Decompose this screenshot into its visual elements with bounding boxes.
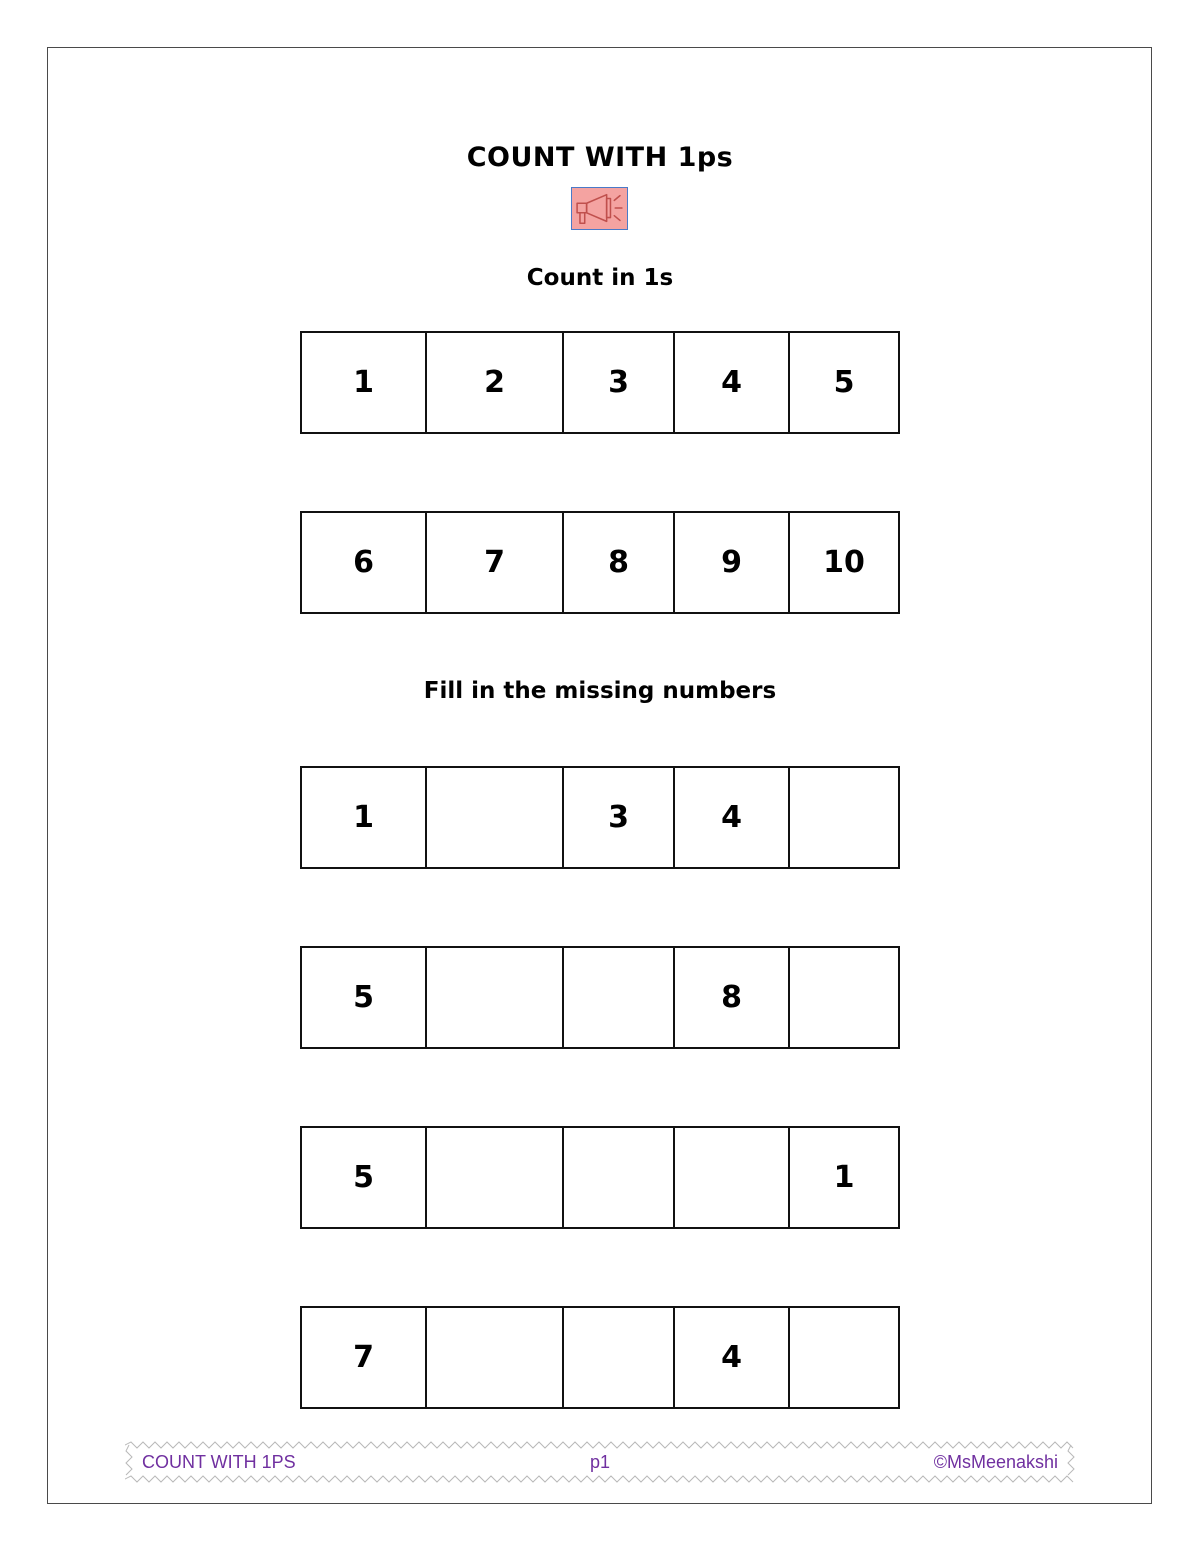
- footer-page-number: p1: [589, 1452, 611, 1472]
- number-cell: 8: [564, 513, 675, 612]
- blank-cell[interactable]: [564, 1308, 675, 1407]
- audio-button[interactable]: [571, 187, 628, 230]
- blank-cell[interactable]: [564, 948, 675, 1047]
- fill-row-3: [300, 1126, 900, 1229]
- page-title: COUNT WITH 1ps: [466, 142, 734, 173]
- number-cell: 1: [302, 333, 427, 432]
- number-cell: 4: [675, 768, 790, 867]
- count-row-2: [300, 511, 900, 614]
- blank-cell[interactable]: [790, 948, 898, 1047]
- megaphone-icon: [572, 188, 627, 229]
- number-cell: 8: [675, 948, 790, 1047]
- number-cell: 6: [302, 513, 427, 612]
- fill-row-1: [300, 766, 900, 869]
- number-cell: 3: [564, 768, 675, 867]
- footer-title: COUNT WITH 1PS: [142, 1452, 296, 1472]
- footer-copyright: ©MsMeenakshi: [933, 1452, 1058, 1472]
- number-cell: 4: [675, 333, 790, 432]
- number-cell: 4: [675, 1308, 790, 1407]
- number-cell: 9: [675, 513, 790, 612]
- number-cell: 2: [427, 333, 564, 432]
- count-in-1s-heading: Count in 1s: [526, 265, 674, 291]
- number-cell: 1: [302, 768, 427, 867]
- blank-cell[interactable]: [675, 1128, 790, 1227]
- number-cell: 10: [823, 545, 865, 580]
- number-cell: 1: [833, 1160, 855, 1195]
- fill-row-2: [300, 946, 900, 1049]
- count-row-1: [300, 331, 900, 434]
- blank-cell[interactable]: [790, 1308, 898, 1407]
- fill-row-4: [300, 1306, 900, 1409]
- page-footer: [125, 1441, 1075, 1483]
- number-cell: 5: [302, 948, 427, 1047]
- fill-missing-heading: Fill in the missing numbers: [423, 678, 777, 704]
- number-cell: 5: [833, 365, 855, 400]
- blank-cell[interactable]: [790, 768, 898, 867]
- number-cell: 3: [564, 333, 675, 432]
- number-cell: 5: [302, 1128, 427, 1227]
- blank-cell[interactable]: [564, 1128, 675, 1227]
- number-cell: 7: [302, 1308, 427, 1407]
- number-cell: 7: [427, 513, 564, 612]
- blank-cell[interactable]: [427, 1128, 564, 1227]
- blank-cell[interactable]: [427, 948, 564, 1047]
- blank-cell[interactable]: [427, 1308, 564, 1407]
- blank-cell[interactable]: [427, 768, 564, 867]
